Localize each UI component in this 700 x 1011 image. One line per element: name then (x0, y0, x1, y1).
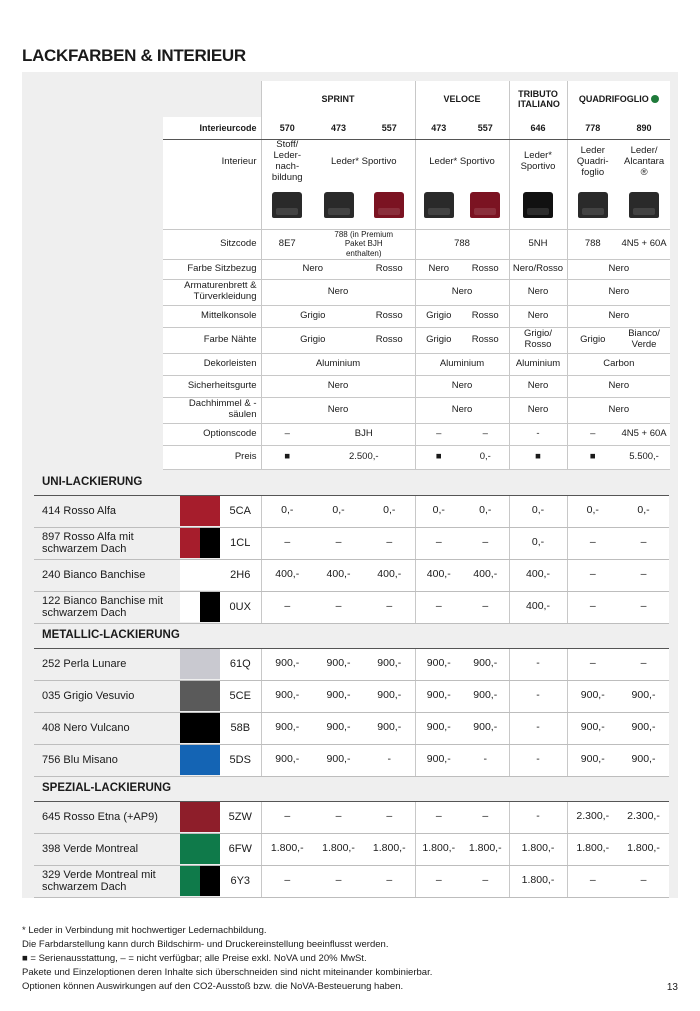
paint-name: 398 Verde Montreal (34, 833, 180, 865)
seat-image-cell (509, 185, 567, 229)
paint-price-cell: - (509, 744, 567, 776)
spec-cell: Grigio (415, 305, 462, 327)
swatch-color (180, 745, 220, 775)
row-label: Dekorleisten (163, 353, 261, 375)
paint-row (34, 833, 669, 865)
paint-price-cell: – (618, 865, 669, 897)
paint-price-cell: – (567, 648, 618, 680)
spec-cell: Nero (509, 279, 567, 305)
paint-price-cell: – (415, 865, 462, 897)
paint-code: 2H6 (220, 559, 261, 591)
color-swatch (180, 528, 220, 558)
page-title: LACKFARBEN & INTERIEUR (22, 46, 246, 65)
paint-swatch-cell (180, 495, 220, 527)
paint-row (34, 648, 669, 680)
paint-name: 240 Bianco Banchise (34, 559, 180, 591)
paint-price-cell: 1.800,- (509, 833, 567, 865)
paint-price-cell: 900,- (313, 648, 364, 680)
spec-cell: 5NH (509, 229, 567, 259)
swatch-color (200, 866, 220, 896)
interior-type-cell: Leder* Sportivo (415, 139, 509, 185)
paint-price-cell: 900,- (415, 680, 462, 712)
spec-cell: Nero (261, 259, 364, 279)
spec-cell: Nero (509, 305, 567, 327)
color-swatch (180, 802, 220, 832)
paint-price-cell: 900,- (261, 680, 313, 712)
paint-price-cell: 900,- (364, 648, 415, 680)
paint-price-cell: 900,- (462, 680, 509, 712)
interior-code-row (163, 117, 670, 139)
spec-row (163, 397, 670, 423)
paint-price-cell: 900,- (364, 712, 415, 744)
paint-swatch-cell (180, 591, 220, 623)
paint-swatch-cell (180, 744, 220, 776)
swatch-color (180, 802, 220, 832)
paint-price-cell: – (261, 527, 313, 559)
paint-price-cell: 1.800,- (313, 833, 364, 865)
spec-cell: Rosso (462, 259, 509, 279)
paint-price-cell: 2.300,- (618, 801, 669, 833)
seat-image-cell (415, 185, 462, 229)
paint-price-cell: 900,- (618, 712, 669, 744)
paint-price-cell: 900,- (618, 680, 669, 712)
paint-name: 035 Grigio Vesuvio (34, 680, 180, 712)
paint-name: 756 Blu Misano (34, 744, 180, 776)
spec-cell: 5.500,- (618, 445, 670, 469)
swatch-color (180, 560, 220, 590)
color-swatch (180, 496, 220, 526)
paint-price-cell: 400,- (509, 591, 567, 623)
trim-name: VELOCE (443, 93, 481, 104)
seat-image (424, 192, 454, 218)
seat-image-cell (261, 185, 313, 229)
paint-price-cell: 900,- (415, 712, 462, 744)
paint-price-cell: – (567, 865, 618, 897)
spec-row (163, 375, 670, 397)
seat-image (629, 192, 659, 218)
paint-price-cell: 0,- (618, 495, 669, 527)
seat-image-cell (618, 185, 670, 229)
spec-cell: Grigio (261, 327, 364, 353)
paint-row (34, 495, 669, 527)
row-label: Optionscode (163, 423, 261, 445)
interior-code-cell: 646 (509, 117, 567, 139)
spec-cell: Nero (567, 375, 670, 397)
paint-price-cell: 900,- (462, 648, 509, 680)
trim-header (261, 81, 415, 117)
interior-code-cell: 570 (261, 117, 313, 139)
paint-row (34, 801, 669, 833)
spec-cell: Nero (567, 259, 670, 279)
paint-price-cell: 900,- (364, 680, 415, 712)
paint-price-cell: 900,- (415, 648, 462, 680)
paint-price-cell: – (313, 527, 364, 559)
interior-type-cell: Leder Quadri- foglio (567, 139, 618, 185)
color-swatch (180, 834, 220, 864)
interior-spec-table (163, 81, 670, 470)
paint-price-cell: – (261, 801, 313, 833)
paint-row (34, 591, 669, 623)
swatch-color (200, 592, 220, 622)
paint-price-cell: - (509, 712, 567, 744)
footnote: ■ = Serienausstattung, – = nicht verfügbar; alle Preise exkl. NoVA und 20% MwSt. (22, 953, 367, 965)
paint-row (34, 712, 669, 744)
seat-image-row (163, 185, 670, 229)
paint-price-cell: 400,- (415, 559, 462, 591)
paint-price-cell: 900,- (567, 712, 618, 744)
footnote: * Leder in Verbindung mit hochwertiger Ledernachbildung. (22, 925, 267, 936)
swatch-color (180, 681, 220, 711)
corner-cell (163, 81, 261, 117)
color-swatch (180, 713, 220, 743)
paint-price-cell: 0,- (261, 495, 313, 527)
paint-price-cell: 400,- (462, 559, 509, 591)
footnotes (22, 924, 432, 994)
paint-name: 645 Rosso Etna (+AP9) (34, 801, 180, 833)
spec-row (163, 353, 670, 375)
paint-price-cell: 1.800,- (567, 833, 618, 865)
paint-price-table (34, 470, 669, 898)
paint-price-cell: - (509, 801, 567, 833)
swatch-color (180, 649, 220, 679)
interior-type-cell: Leder* Sportivo (509, 139, 567, 185)
paint-price-cell: 900,- (462, 712, 509, 744)
spec-cell: Rosso (364, 259, 415, 279)
paint-name: 252 Perla Lunare (34, 648, 180, 680)
paint-price-cell: – (364, 591, 415, 623)
paint-swatch-cell (180, 680, 220, 712)
spec-cell: 4N5 + 60A (618, 423, 670, 445)
paint-price-cell: - (364, 744, 415, 776)
paint-price-cell: 2.300,- (567, 801, 618, 833)
paint-row (34, 559, 669, 591)
spec-cell: Grigio (567, 327, 618, 353)
interior-code-cell: 890 (618, 117, 670, 139)
spec-row (163, 445, 670, 469)
paint-price-cell: – (261, 591, 313, 623)
spec-cell: ■ (509, 445, 567, 469)
paint-price-cell: 0,- (509, 527, 567, 559)
paint-price-cell: – (313, 801, 364, 833)
spec-cell: 2.500,- (313, 445, 415, 469)
spec-row (163, 423, 670, 445)
spec-cell: ■ (567, 445, 618, 469)
spec-cell: Nero (509, 397, 567, 423)
row-label: Preis (163, 445, 261, 469)
paint-swatch-cell (180, 833, 220, 865)
paint-price-cell: – (462, 801, 509, 833)
spec-cell: 788 (in Premium Paket BJH enthalten) (313, 229, 415, 259)
row-label: Interieurcode (163, 117, 261, 139)
paint-price-cell: 900,- (313, 744, 364, 776)
paint-price-cell: 1.800,- (364, 833, 415, 865)
paint-price-cell: 0,- (313, 495, 364, 527)
trim-header (567, 81, 670, 117)
spec-cell: Nero (261, 279, 415, 305)
row-label: Farbe Nähte (163, 327, 261, 353)
paint-price-cell: 900,- (618, 744, 669, 776)
paint-code: 5CE (220, 680, 261, 712)
paint-row (34, 527, 669, 559)
paint-price-cell: – (618, 591, 669, 623)
seat-image (578, 192, 608, 218)
paint-price-cell: 400,- (313, 559, 364, 591)
color-swatch (180, 592, 220, 622)
color-swatch (180, 649, 220, 679)
row-label: Interieur (163, 139, 261, 185)
section-title: METALLIC-LACKIERUNG (34, 623, 669, 648)
spec-cell: – (567, 423, 618, 445)
paint-price-cell: 400,- (261, 559, 313, 591)
interior-code-cell: 778 (567, 117, 618, 139)
spec-cell: Grigio (261, 305, 364, 327)
paint-price-cell: 1.800,- (462, 833, 509, 865)
row-label: Sicherheitsgurte (163, 375, 261, 397)
paint-code: 0UX (220, 591, 261, 623)
spec-cell: Aluminium (261, 353, 415, 375)
row-label: Sitzcode (163, 229, 261, 259)
paint-price-cell: – (567, 527, 618, 559)
paint-price-cell: – (364, 801, 415, 833)
spec-cell: Nero (415, 279, 509, 305)
paint-code: 61Q (220, 648, 261, 680)
spec-cell: Nero (567, 305, 670, 327)
spec-cell: Nero (567, 397, 670, 423)
paint-price-cell: – (415, 591, 462, 623)
trim-name: TRIBUTO ITALIANO (518, 88, 560, 109)
spec-cell: 788 (415, 229, 509, 259)
paint-price-cell: – (462, 591, 509, 623)
interior-code-cell: 473 (415, 117, 462, 139)
spec-cell: Aluminium (509, 353, 567, 375)
paint-price-cell: - (462, 744, 509, 776)
section-title: UNI-LACKIERUNG (34, 470, 669, 495)
paint-price-cell: 900,- (261, 712, 313, 744)
paint-swatch-cell (180, 648, 220, 680)
row-label: Mittelkonsole (163, 305, 261, 327)
paint-price-cell: 1.800,- (261, 833, 313, 865)
spec-cell: Grigio/ Rosso (509, 327, 567, 353)
paint-price-cell: – (567, 591, 618, 623)
paint-price-cell: – (313, 865, 364, 897)
paint-code: 58B (220, 712, 261, 744)
paint-price-cell: 0,- (567, 495, 618, 527)
swatch-color (180, 713, 220, 743)
seat-image (374, 192, 404, 218)
paint-price-cell: 900,- (313, 680, 364, 712)
paint-price-cell: – (261, 865, 313, 897)
paint-swatch-cell (180, 712, 220, 744)
spec-cell: Nero (261, 397, 415, 423)
spec-cell: Nero (415, 397, 509, 423)
color-swatch (180, 866, 220, 896)
trim-header-row (163, 81, 670, 117)
paint-price-cell: – (415, 527, 462, 559)
paint-code: 1CL (220, 527, 261, 559)
swatch-color (200, 528, 220, 558)
paint-price-cell: – (618, 559, 669, 591)
paint-price-cell: 1.800,- (509, 865, 567, 897)
seat-image-cell (567, 185, 618, 229)
seat-image-cell (313, 185, 364, 229)
paint-code: 6FW (220, 833, 261, 865)
paint-row (34, 744, 669, 776)
paint-price-cell: 900,- (261, 648, 313, 680)
footnote: Die Farbdarstellung kann durch Bildschirm- und Druckereinstellung beeinflusst werden. (22, 939, 389, 951)
paint-price-cell: 900,- (415, 744, 462, 776)
spec-cell: Nero (415, 375, 509, 397)
paint-code: 5CA (220, 495, 261, 527)
seat-image-cell (462, 185, 509, 229)
spec-cell: – (261, 423, 313, 445)
spec-cell: BJH (313, 423, 415, 445)
color-swatch (180, 681, 220, 711)
section-title: SPEZIAL-LACKIERUNG (34, 776, 669, 801)
paint-price-cell: – (462, 527, 509, 559)
seat-image (523, 192, 553, 218)
interior-type-cell: Leder/ Alcantara ® (618, 139, 670, 185)
spec-cell: Rosso (462, 305, 509, 327)
spec-cell: Nero (415, 259, 462, 279)
spec-row (163, 305, 670, 327)
swatch-color (180, 834, 220, 864)
footnote: Optionen können Auswirkungen auf den CO2-Ausstoß bzw. die NoVA-Besteuerung haben. (22, 981, 404, 993)
trim-name: SPRINT (321, 93, 355, 104)
row-label: Farbe Sitzbezug (163, 259, 261, 279)
paint-price-cell: – (462, 865, 509, 897)
paint-swatch-cell (180, 801, 220, 833)
spec-cell: Bianco/ Verde (618, 327, 670, 353)
paint-price-cell: 0,- (509, 495, 567, 527)
swatch-color (180, 866, 200, 896)
spec-cell: Grigio (415, 327, 462, 353)
interior-type-row (163, 139, 670, 185)
paint-price-cell: 900,- (313, 712, 364, 744)
spec-cell: – (462, 423, 509, 445)
spec-cell: Nero (261, 375, 415, 397)
paint-swatch-cell (180, 527, 220, 559)
paint-price-cell: – (618, 527, 669, 559)
swatch-color (180, 592, 200, 622)
trim-header (509, 81, 567, 117)
spec-row (163, 327, 670, 353)
paint-section-header (34, 623, 669, 648)
paint-price-cell: 0,- (462, 495, 509, 527)
paint-section-header (34, 470, 669, 495)
spec-cell: Carbon (567, 353, 670, 375)
color-swatch (180, 560, 220, 590)
paint-row (34, 865, 669, 897)
paint-price-cell: – (364, 865, 415, 897)
paint-price-cell: – (415, 801, 462, 833)
row-label: Armaturenbrett & Türverkleidung (163, 279, 261, 305)
seat-image-cell (364, 185, 415, 229)
paint-price-cell: - (509, 648, 567, 680)
paint-price-cell: – (567, 559, 618, 591)
spec-row (163, 279, 670, 305)
paint-swatch-cell (180, 559, 220, 591)
paint-price-cell: 1.800,- (618, 833, 669, 865)
paint-price-cell: 900,- (567, 744, 618, 776)
quadrifoglio-icon (651, 95, 659, 103)
paint-row (34, 680, 669, 712)
row-label (163, 185, 261, 229)
paint-price-cell: – (313, 591, 364, 623)
spec-cell: ■ (415, 445, 462, 469)
paint-price-cell: 400,- (509, 559, 567, 591)
swatch-color (180, 496, 220, 526)
paint-name: 408 Nero Vulcano (34, 712, 180, 744)
paint-price-cell: 0,- (415, 495, 462, 527)
swatch-color (180, 528, 200, 558)
interior-code-cell: 473 (313, 117, 364, 139)
row-label: Dachhimmel & -säulen (163, 397, 261, 423)
interior-code-cell: 557 (462, 117, 509, 139)
spec-cell: - (509, 423, 567, 445)
paint-price-cell: 900,- (567, 680, 618, 712)
paint-price-cell: 1.800,- (415, 833, 462, 865)
interior-type-cell: Leder* Sportivo (313, 139, 415, 185)
interior-code-cell: 557 (364, 117, 415, 139)
seat-image (324, 192, 354, 218)
paint-code: 6Y3 (220, 865, 261, 897)
spec-cell: Nero (509, 375, 567, 397)
trim-header (415, 81, 509, 117)
paint-swatch-cell (180, 865, 220, 897)
paint-price-cell: 900,- (261, 744, 313, 776)
spec-cell: 0,- (462, 445, 509, 469)
spec-cell: 8E7 (261, 229, 313, 259)
paint-price-cell: – (618, 648, 669, 680)
spec-cell: Nero/Rosso (509, 259, 567, 279)
paint-name: 414 Rosso Alfa (34, 495, 180, 527)
spec-cell: – (415, 423, 462, 445)
spec-row (163, 229, 670, 259)
paint-name: 122 Bianco Banchise mit schwarzem Dach (34, 591, 180, 623)
spec-cell: Aluminium (415, 353, 509, 375)
color-swatch (180, 745, 220, 775)
page-number: 13 (666, 982, 678, 993)
paint-price-cell: 0,- (364, 495, 415, 527)
spec-cell: Rosso (364, 305, 415, 327)
paint-price-cell: – (364, 527, 415, 559)
paint-name: 897 Rosso Alfa mit schwarzem Dach (34, 527, 180, 559)
seat-image (272, 192, 302, 218)
trim-name: QUADRIFOGLIO (578, 93, 649, 104)
interior-type-cell: Stoff/ Leder- nach- bildung (261, 139, 313, 185)
seat-image (470, 192, 500, 218)
spec-cell: Rosso (462, 327, 509, 353)
paint-price-cell: - (509, 680, 567, 712)
paint-price-cell: 400,- (364, 559, 415, 591)
spec-cell: 4N5 + 60A (618, 229, 670, 259)
paint-code: 5DS (220, 744, 261, 776)
spec-cell: ■ (261, 445, 313, 469)
spec-cell: Rosso (364, 327, 415, 353)
paint-code: 5ZW (220, 801, 261, 833)
spec-row (163, 259, 670, 279)
paint-name: 329 Verde Montreal mit schwarzem Dach (34, 865, 180, 897)
footnote: Pakete und Einzeloptionen deren Inhalte sich überschneiden sind nicht miteinander kombinierbar. (22, 967, 433, 979)
spec-cell: Nero (567, 279, 670, 305)
spec-cell: 788 (567, 229, 618, 259)
paint-section-header (34, 776, 669, 801)
